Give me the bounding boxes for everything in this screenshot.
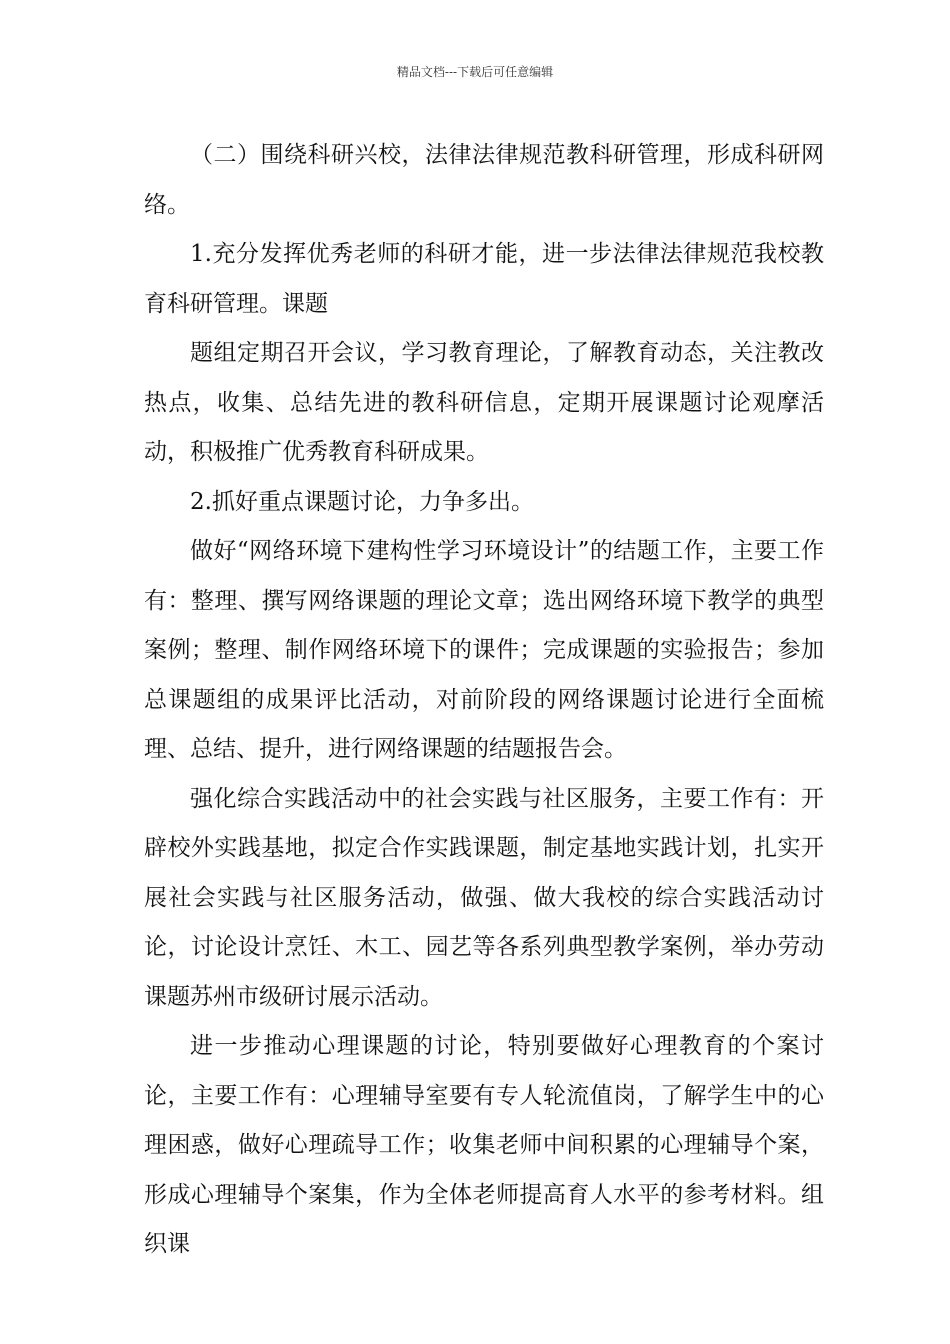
- paragraph-item-1: 1.充分发挥优秀老师的科研才能，进一步法律法律规范我校教育科研管理。课题: [144, 241, 824, 317]
- page-header: 精品文档---下载后可任意编辑: [396, 65, 554, 79]
- paragraph-item-2: 2.抓好重点课题讨论，力争多出。: [190, 488, 534, 515]
- paragraph-group-meetings: 题组定期召开会议，学习教育理论，了解教育动态，关注教改热点，收集、总结先进的教科研信息，定期开展课题讨论观摩活动，积极推广优秀教育科研成果。: [144, 340, 824, 465]
- paragraph-psychology-project: 进一步推动心理课题的讨论，特别要做好心理教育的个案讨论，主要工作有：心理辅导室要有专人轮流值岗，了解学生中的心理困惑，做好心理疏导工作；收集老师中间积累的心理辅导个案，形成心理辅导个案集，作为全体老师提高育人水平的参考材料。组织课: [144, 1033, 824, 1257]
- paragraph-section-heading: （二）围绕科研兴校，法律法律规范教科研管理，形成科研网络。: [144, 142, 824, 218]
- paragraph-practice-activities: 强化综合实践活动中的社会实践与社区服务，主要工作有：开辟校外实践基地，拟定合作实践课题，制定基地实践计划，扎实开展社会实践与社区服务活动，做强、做大我校的综合实践活动讨论，讨论设计烹饪、木工、园艺等各系列典型教学案例，举办劳动课题苏州市级研讨展示活动。: [144, 785, 824, 1010]
- document-body: [144, 131, 824, 1270]
- paragraph-network-project: 做好“网络环境下建构性学习环境设计”的结题工作，主要工作有：整理、撰写网络课题的理论文章；选出网络环境下教学的典型案例；整理、制作网络环境下的课件；完成课题的实验报告；参加总课题组的成果评比活动，对前阶段的网络课题讨论进行全面梳理、总结、提升，进行网络课题的结题报告会。: [144, 538, 824, 762]
